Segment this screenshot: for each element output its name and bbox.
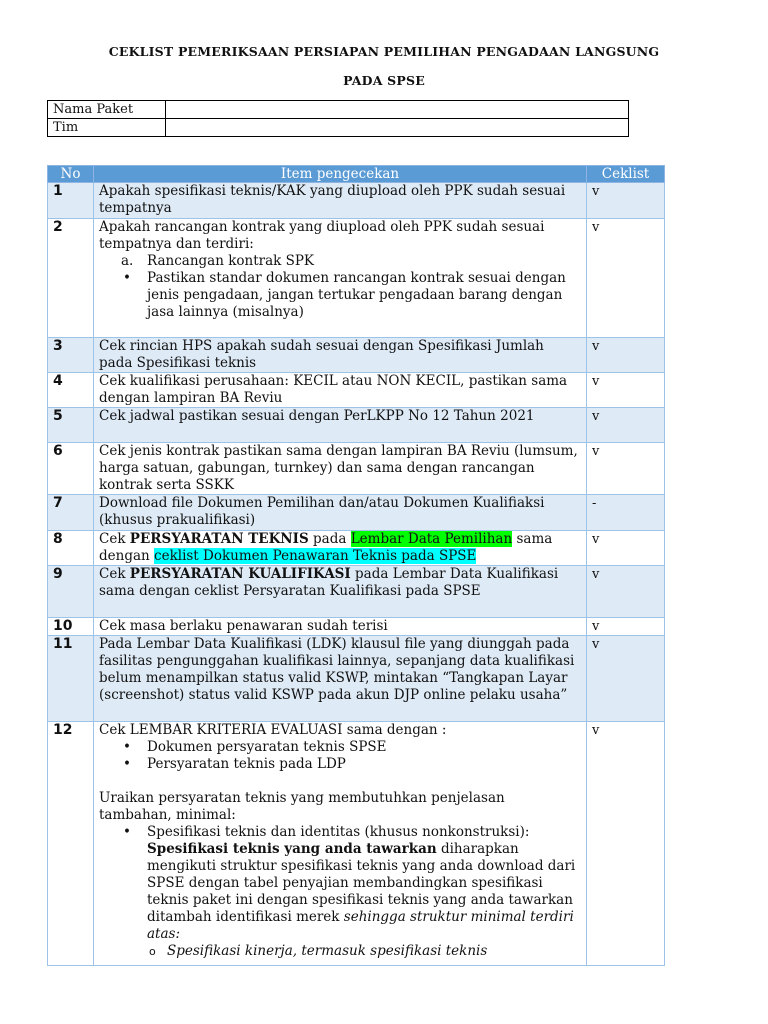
table-row bbox=[48, 183, 665, 219]
table-row bbox=[48, 566, 665, 618]
row-number: 6 bbox=[48, 443, 94, 495]
checklist-table bbox=[47, 165, 665, 966]
row-number: 9 bbox=[48, 566, 94, 618]
row-item bbox=[94, 566, 587, 618]
list-item: o Spesifikasi kinerja, termasuk spesifikasi teknis bbox=[147, 943, 581, 960]
document-title: CEKLIST PEMERIKSAAN PERSIAPAN PEMILIHAN PENGADAAN LANGSUNG bbox=[108, 44, 660, 59]
row-number: 4 bbox=[48, 373, 94, 408]
sub-list bbox=[99, 253, 581, 270]
row-check[interactable]: v bbox=[587, 338, 665, 373]
bullet-list bbox=[99, 739, 581, 773]
row-item bbox=[94, 219, 587, 338]
table-row bbox=[48, 338, 665, 373]
row-item bbox=[94, 722, 587, 966]
row-check[interactable]: v bbox=[587, 219, 665, 338]
nama-paket-label: Nama Paket bbox=[48, 101, 166, 119]
spacer bbox=[99, 773, 581, 790]
list-item bbox=[121, 824, 581, 943]
bullet-list bbox=[99, 270, 581, 321]
bullet-list bbox=[99, 824, 581, 943]
header-item: Item pengecekan bbox=[94, 166, 587, 183]
list-item: • Pastikan standar dokumen rancangan kontrak sesuai dengan jenis pengadaan, jangan tertukar pengadaan barang dengan jasa lainnya (misalnya) bbox=[121, 270, 581, 321]
document-subtitle: PADA SPSE bbox=[343, 73, 425, 88]
list-text: Rancangan kontrak SPK bbox=[147, 253, 315, 269]
row-item: Download file Dokumen Pemilihan dan/atau Dokumen Kualifiaksi (khusus prakualifikasi) bbox=[94, 495, 587, 531]
row-item bbox=[94, 531, 587, 566]
list-item: • Persyaratan teknis pada LDP bbox=[121, 756, 581, 773]
table-row bbox=[48, 722, 665, 966]
tim-label: Tim bbox=[48, 119, 166, 137]
table-row bbox=[48, 636, 665, 722]
checklist-header-row bbox=[48, 166, 665, 183]
row-check[interactable]: v bbox=[587, 373, 665, 408]
row-number: 2 bbox=[48, 219, 94, 338]
table-row bbox=[48, 495, 665, 531]
row-item: Cek jadwal pastikan sesuai dengan PerLKPP No 12 Tahun 2021 bbox=[94, 408, 587, 443]
row-check[interactable]: v bbox=[587, 618, 665, 636]
row-item: Cek kualifikasi perusahaan: KECIL atau NON KECIL, pastikan sama dengan lampiran BA Reviu bbox=[94, 373, 587, 408]
text-run: Cek bbox=[99, 566, 130, 582]
list-item bbox=[121, 253, 581, 270]
text-bold: Spesifikasi teknis yang anda tawarkan bbox=[147, 841, 437, 857]
list-item: • Dokumen persyaratan teknis SPSE bbox=[121, 739, 581, 756]
info-table bbox=[47, 100, 629, 137]
row-intro: Apakah rancangan kontrak yang diupload oleh PPK sudah sesuai tempatnya dan terdiri: bbox=[99, 219, 545, 252]
row-number: 1 bbox=[48, 183, 94, 219]
text-bold: PERSYARATAN KUALIFIKASI bbox=[129, 566, 351, 582]
row-number: 11 bbox=[48, 636, 94, 722]
row-item: Pada Lembar Data Kualifikasi (LDK) klausul file yang diunggah pada fasilitas pengunggahan kualifikasi lainnya, sepanjang data kualifikasi belum menampilkan status valid KSWP, mintakan “Tangkapan Layar (screenshot) status valid KSWP pada akun DJP online pelaku usaha” bbox=[94, 636, 587, 722]
text-bold: PERSYARATAN TEKNIS bbox=[129, 531, 309, 547]
text-run: Cek bbox=[99, 531, 130, 547]
row-number: 3 bbox=[48, 338, 94, 373]
header-ceklist: Ceklist bbox=[587, 166, 665, 183]
info-row-nama-paket bbox=[48, 101, 629, 119]
table-row bbox=[48, 373, 665, 408]
text-italic: sehingga struktur minimal terdiri atas: bbox=[147, 909, 574, 942]
row-check[interactable]: v bbox=[587, 408, 665, 443]
row-intro: Cek LEMBAR KRITERIA EVALUASI sama dengan : bbox=[99, 722, 447, 738]
tim-value[interactable] bbox=[166, 119, 629, 137]
header-no: No bbox=[48, 166, 94, 183]
row-item: Apakah spesifikasi teknis/KAK yang diupload oleh PPK sudah sesuai tempatnya bbox=[94, 183, 587, 219]
row-item: Cek rincian HPS apakah sudah sesuai dengan Spesifikasi Jumlah pada Spesifikasi teknis bbox=[94, 338, 587, 373]
text-run: sama dengan bbox=[99, 531, 553, 564]
text-run: pada Lembar Data Kualifikasi sama dengan ceklist Persyaratan Kualifikasi pada SPSE bbox=[99, 566, 559, 599]
row-check[interactable]: v bbox=[587, 722, 665, 966]
row-number: 10 bbox=[48, 618, 94, 636]
table-row bbox=[48, 408, 665, 443]
highlight-green: Lembar Data Pemilihan bbox=[350, 531, 513, 547]
nama-paket-value[interactable] bbox=[166, 101, 629, 119]
row-check[interactable]: v bbox=[587, 183, 665, 219]
row-check[interactable]: - bbox=[587, 495, 665, 531]
table-row bbox=[48, 531, 665, 566]
row-paragraph: Uraikan persyaratan teknis yang membutuhkan penjelasan tambahan, minimal: bbox=[99, 790, 505, 823]
row-number: 5 bbox=[48, 408, 94, 443]
row-check[interactable]: v bbox=[587, 531, 665, 566]
table-row bbox=[48, 618, 665, 636]
list-marker: a. bbox=[121, 253, 134, 269]
highlight-cyan: ceklist Dokumen Penawaran Teknis pada SPSE bbox=[154, 548, 477, 564]
table-row bbox=[48, 443, 665, 495]
row-item: Cek masa berlaku penawaran sudah terisi bbox=[94, 618, 587, 636]
text-run: diharapkan mengikuti struktur spesifikasi teknis yang anda download dari SPSE dengan tabel penyajian membandingkan spesifikasi teknis paket ini dengan spesifikasi teknis yang anda tawarkan ditambah identifikasi merek bbox=[147, 841, 576, 925]
row-number: 7 bbox=[48, 495, 94, 531]
table-row bbox=[48, 219, 665, 338]
text-run: Spesifikasi teknis dan identitas (khusus nonkonstruksi): bbox=[147, 824, 530, 840]
row-check[interactable]: v bbox=[587, 566, 665, 618]
row-item: Cek jenis kontrak pastikan sama dengan lampiran BA Reviu (lumsum, harga satuan, gabungan, turnkey) dan sama dengan rancangan kontrak serta SSKK bbox=[94, 443, 587, 495]
text-run: pada bbox=[308, 531, 351, 547]
info-row-tim bbox=[48, 119, 629, 137]
row-check[interactable]: v bbox=[587, 443, 665, 495]
sub-bullet-list bbox=[99, 943, 581, 960]
row-check[interactable]: v bbox=[587, 636, 665, 722]
row-number: 8 bbox=[48, 531, 94, 566]
row-number: 12 bbox=[48, 722, 94, 966]
